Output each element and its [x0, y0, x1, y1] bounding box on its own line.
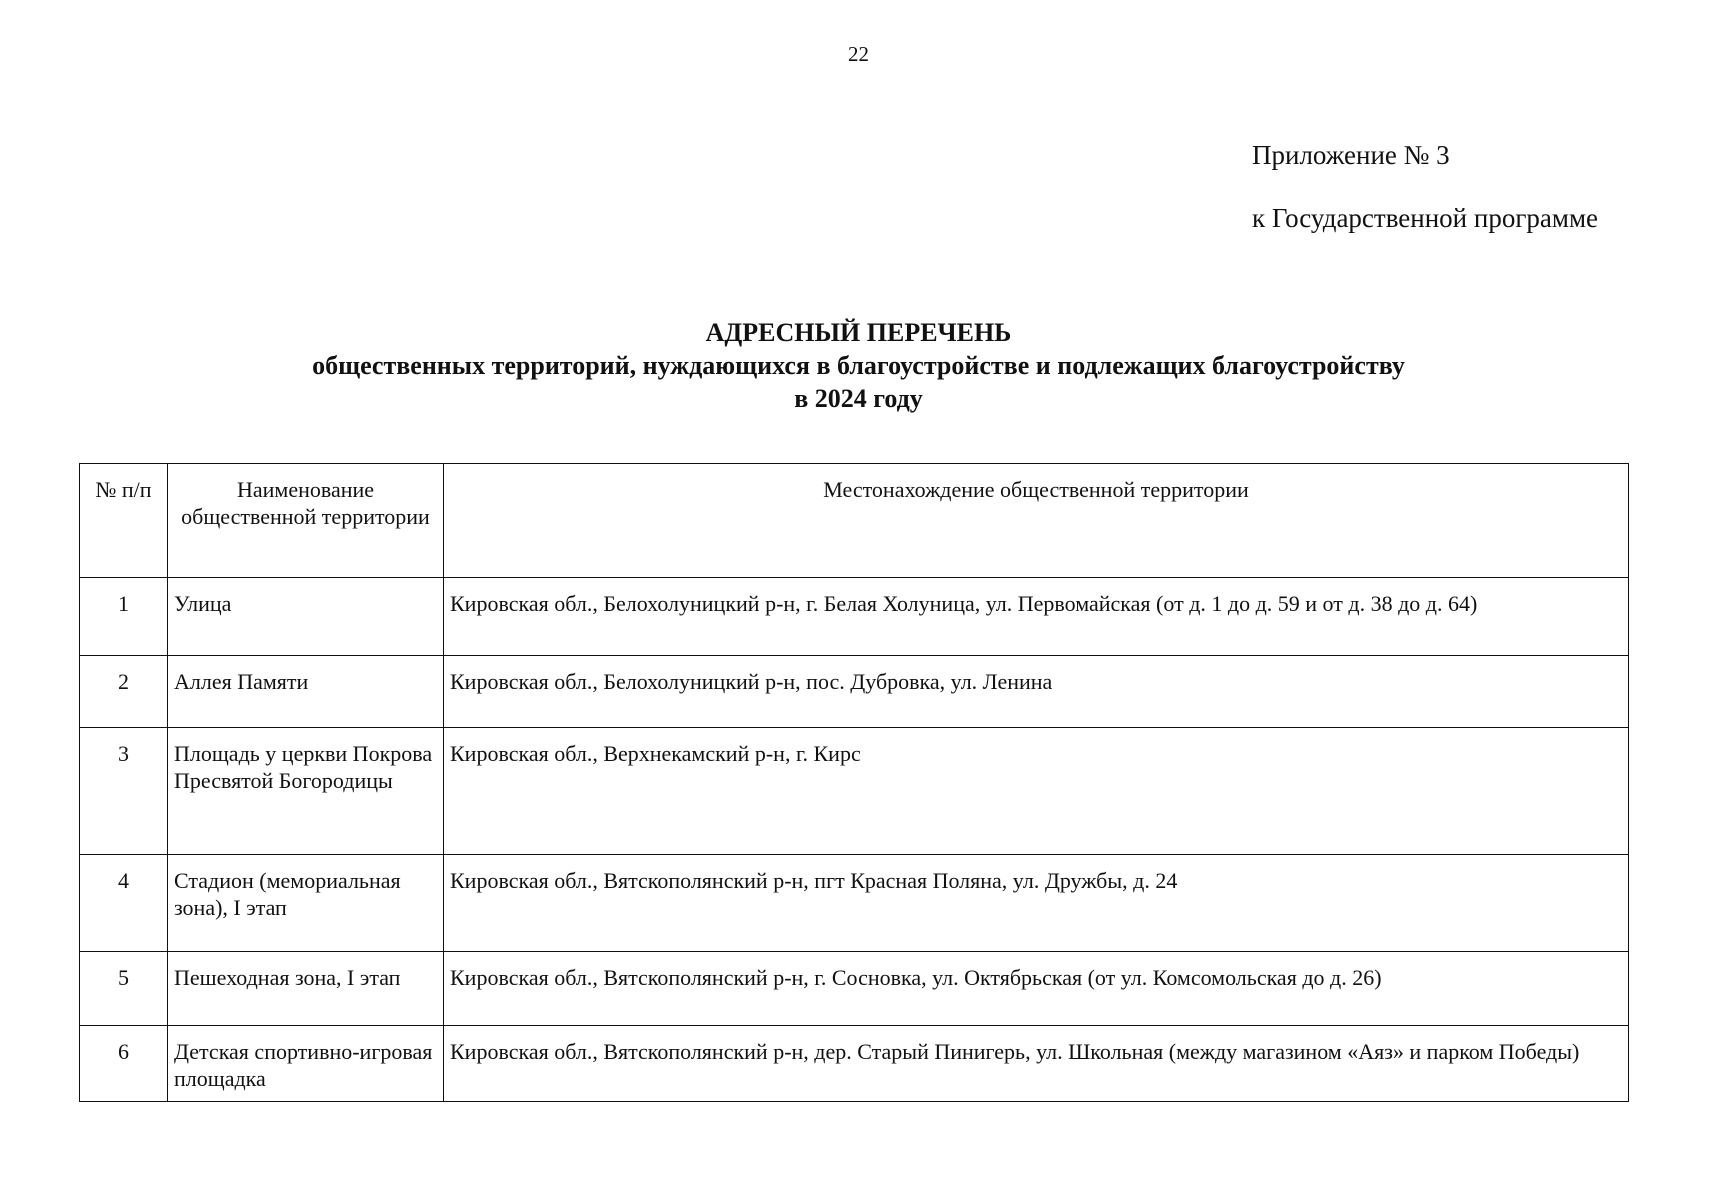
row-name: Детская спортивно-игровая площадка — [168, 1026, 444, 1102]
row-name: Аллея Памяти — [168, 656, 444, 728]
row-location: Кировская обл., Верхнекамский р-н, г. Кирс — [444, 728, 1629, 855]
header-name: Наименование общественной территории — [168, 464, 444, 578]
row-location: Кировская обл., Вятскополянский р-н, г. Сосновка, ул. Октябрьская (от ул. Комсомольская до д. 26) — [444, 952, 1629, 1026]
appendix-note — [1252, 124, 1598, 250]
row-name: Площадь у церкви Покрова Пресвятой Богородицы — [168, 728, 444, 855]
row-location: Кировская обл., Белохолуницкий р-н, пос. Дубровка, ул. Ленина — [444, 656, 1629, 728]
appendix-line-1: Приложение № 3 — [1252, 140, 1450, 170]
title-line-1: АДРЕСНЫЙ ПЕРЕЧЕНЬ — [705, 318, 1012, 347]
row-num: 1 — [80, 578, 168, 656]
row-name: Пешеходная зона, I этап — [168, 952, 444, 1026]
page-number: 22 — [848, 42, 869, 66]
header-num: № п/п — [80, 464, 168, 578]
row-name: Улица — [168, 578, 444, 656]
row-location: Кировская обл., Вятскополянский р-н, дер. Старый Пинигерь, ул. Школьная (между магазином «Аяз» и парком Победы) — [444, 1026, 1629, 1102]
table-row — [80, 578, 1629, 656]
title-line-3: в 2024 году — [794, 384, 923, 413]
row-name: Стадион (мемориальная зона), I этап — [168, 855, 444, 952]
document-title — [0, 316, 1717, 415]
table-row — [80, 656, 1629, 728]
row-num: 4 — [80, 855, 168, 952]
table-row — [80, 855, 1629, 952]
table-row — [80, 728, 1629, 855]
header-location: Местонахождение общественной территории — [444, 464, 1629, 578]
row-location: Кировская обл., Белохолуницкий р-н, г. Белая Холуница, ул. Первомайская (от д. 1 до д. 59 и от д. 38 до д. 64) — [444, 578, 1629, 656]
row-location: Кировская обл., Вятскополянский р-н, пгт Красная Поляна, ул. Дружбы, д. 24 — [444, 855, 1629, 952]
title-line-2: общественных территорий, нуждающихся в благоустройстве и подлежащих благоустройству — [312, 351, 1405, 380]
row-num: 2 — [80, 656, 168, 728]
table-row — [80, 1026, 1629, 1102]
table-header-row — [80, 464, 1629, 578]
row-num: 5 — [80, 952, 168, 1026]
row-num: 6 — [80, 1026, 168, 1102]
address-table — [79, 463, 1629, 1102]
appendix-line-2: к Государственной программе — [1252, 203, 1599, 233]
table-row — [80, 952, 1629, 1026]
row-num: 3 — [80, 728, 168, 855]
